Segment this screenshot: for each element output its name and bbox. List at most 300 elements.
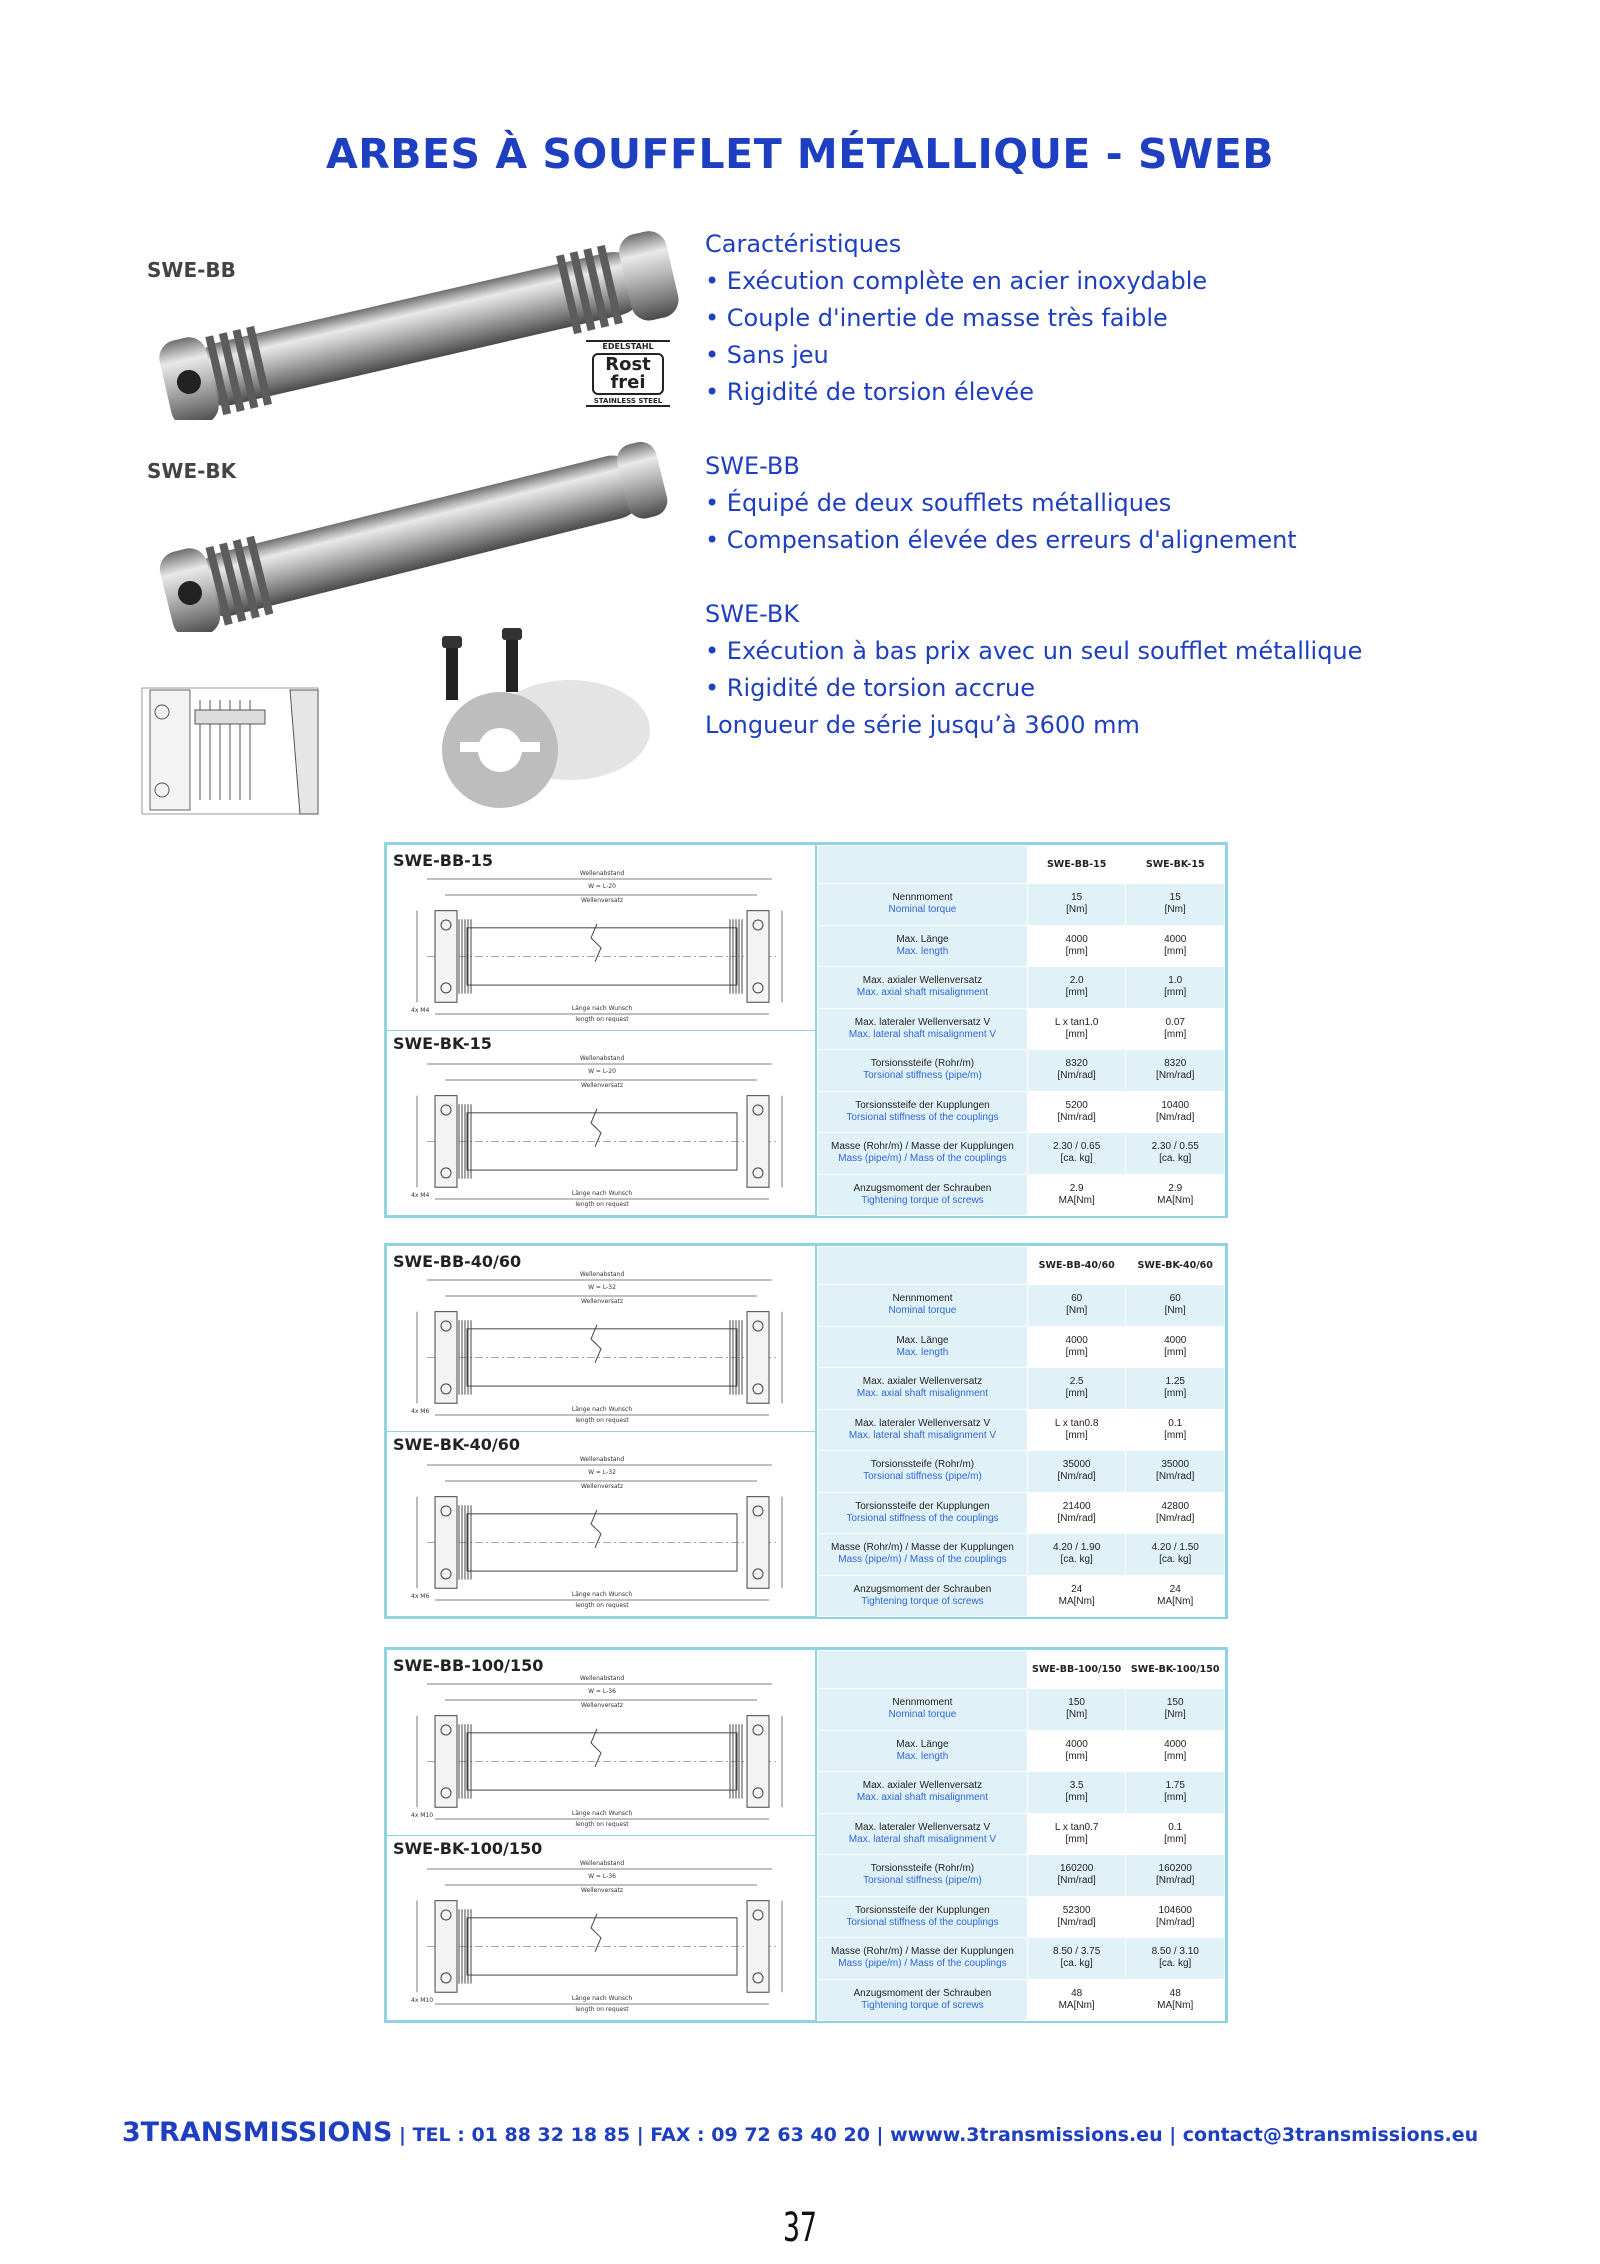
value: 160200 bbox=[1158, 1863, 1192, 1875]
value-cell-bb bbox=[1027, 1050, 1126, 1092]
row-label-de: Max. axialer Wellenversatz bbox=[862, 975, 983, 987]
svg-text:Wellenabstand: Wellenabstand bbox=[579, 1271, 625, 1278]
value-cell-bk bbox=[1126, 1813, 1225, 1855]
value: L x tan0.8 bbox=[1054, 1417, 1099, 1429]
table-row bbox=[818, 1938, 1225, 1980]
svg-text:W = L-20: W = L-20 bbox=[588, 883, 616, 890]
drawing-label-bk: SWE-BK-15 bbox=[393, 1034, 492, 1053]
svg-text:Wellenabstand: Wellenabstand bbox=[579, 1456, 625, 1463]
value-cell-bb bbox=[1027, 1855, 1126, 1897]
value: 5200 bbox=[1065, 1099, 1088, 1111]
value-cell-bb bbox=[1027, 1133, 1126, 1175]
row-label-de: Max. Länge bbox=[896, 933, 949, 945]
value-cell-bk bbox=[1126, 1285, 1225, 1327]
svg-text:4x M4: 4x M4 bbox=[411, 1007, 430, 1014]
drawing-label-bb: SWE-BB-100/150 bbox=[393, 1656, 544, 1675]
unit: [mm] bbox=[1164, 945, 1187, 957]
row-label-de: Anzugsmoment der Schrauben bbox=[853, 1182, 992, 1194]
feature-line: • Rigidité de torsion accrue bbox=[705, 674, 1035, 702]
svg-text:length on request: length on request bbox=[575, 1602, 629, 1609]
dimension-drawings bbox=[387, 845, 817, 1215]
row-label bbox=[818, 1730, 1028, 1772]
product-label-swe-bb: SWE-BB bbox=[147, 258, 236, 282]
row-label-de: Max. lateraler Wellenversatz V bbox=[854, 1821, 991, 1833]
value-cell-bb bbox=[1027, 925, 1126, 967]
bellows-section-drawing bbox=[140, 680, 320, 820]
table-row bbox=[818, 1409, 1225, 1451]
row-label-en: Max. axial shaft misalignment bbox=[856, 987, 989, 999]
drawing-label-bk: SWE-BK-100/150 bbox=[393, 1839, 543, 1858]
value-cell-bb bbox=[1027, 1979, 1126, 2021]
page-number: 37 bbox=[783, 2205, 817, 2251]
drawing-label-bk: SWE-BK-40/60 bbox=[393, 1435, 520, 1454]
table-row bbox=[818, 1326, 1225, 1368]
unit: [Nm] bbox=[1066, 1305, 1088, 1317]
table-row bbox=[818, 1050, 1225, 1092]
bb-drawing bbox=[411, 870, 782, 1023]
svg-text:length on request: length on request bbox=[575, 1417, 629, 1424]
table-row bbox=[818, 967, 1225, 1009]
svg-text:4x M10: 4x M10 bbox=[411, 1997, 434, 2004]
technical-drawing bbox=[387, 1246, 815, 1616]
clamp-hub-illustration bbox=[420, 620, 650, 820]
row-label-de: Anzugsmoment der Schrauben bbox=[853, 1583, 992, 1595]
unit: [ca. kg] bbox=[1159, 1554, 1192, 1566]
svg-text:4x M4: 4x M4 bbox=[411, 1192, 430, 1199]
bk-drawing bbox=[411, 1456, 782, 1609]
unit: [Nm/rad] bbox=[1057, 1875, 1096, 1887]
row-label-en: Nominal torque bbox=[888, 1709, 957, 1721]
row-label bbox=[818, 1451, 1028, 1493]
footer-contact: | TEL : 01 88 32 18 85 | FAX : 09 72 63 40 20 | wwww.3transmissions.eu | contact@3transmissions.eu bbox=[392, 2124, 1479, 2146]
table-row bbox=[818, 1772, 1225, 1814]
value-cell-bb bbox=[1027, 1326, 1126, 1368]
row-label-de: Max. axialer Wellenversatz bbox=[862, 1376, 983, 1388]
unit: [mm] bbox=[1164, 1028, 1187, 1040]
row-label-en: Nominal torque bbox=[888, 1305, 957, 1317]
value-cell-bb bbox=[1027, 1730, 1126, 1772]
value: 35000 bbox=[1062, 1459, 1091, 1471]
feature-line: • Compensation élevée des erreurs d'alignement bbox=[705, 526, 1297, 554]
value-cell-bk bbox=[1126, 1772, 1225, 1814]
value-cell-bk bbox=[1126, 1855, 1225, 1897]
value-cell-bb bbox=[1027, 1451, 1126, 1493]
row-label bbox=[818, 884, 1028, 926]
table-row bbox=[818, 1855, 1225, 1897]
value-cell-bk bbox=[1126, 1451, 1225, 1493]
unit: MA[Nm] bbox=[1157, 1595, 1194, 1607]
table-corner bbox=[818, 846, 1028, 884]
row-label-en: Nominal torque bbox=[888, 904, 957, 916]
unit: [Nm] bbox=[1066, 904, 1088, 916]
unit: [ca. kg] bbox=[1159, 1153, 1192, 1165]
svg-text:Wellenversatz: Wellenversatz bbox=[580, 1298, 624, 1305]
value: 3.5 bbox=[1069, 1780, 1084, 1792]
value: 1.75 bbox=[1165, 1780, 1185, 1792]
drawing-label-bb: SWE-BB-40/60 bbox=[393, 1252, 522, 1271]
unit: [mm] bbox=[1065, 1792, 1088, 1804]
value-cell-bk bbox=[1126, 1409, 1225, 1451]
unit: [Nm/rad] bbox=[1156, 1070, 1195, 1082]
table-row bbox=[818, 1575, 1225, 1617]
svg-text:Länge nach Wunsch: Länge nach Wunsch bbox=[571, 1810, 633, 1817]
spec-table bbox=[817, 1650, 1225, 2021]
drawing-label-bb: SWE-BB-15 bbox=[393, 851, 494, 870]
row-label-en: Tightening torque of screws bbox=[861, 1595, 984, 1607]
unit: [ca. kg] bbox=[1159, 1958, 1192, 1970]
value: 4000 bbox=[1065, 1738, 1088, 1750]
value-cell-bk bbox=[1126, 1050, 1225, 1092]
value-cell-bk bbox=[1126, 1575, 1225, 1617]
unit: [mm] bbox=[1164, 1346, 1187, 1358]
unit: [ca. kg] bbox=[1060, 1554, 1093, 1566]
value-cell-bk bbox=[1126, 1534, 1225, 1576]
value-cell-bk bbox=[1126, 1008, 1225, 1050]
value-cell-bk bbox=[1126, 1979, 1225, 2021]
row-label-de: Anzugsmoment der Schrauben bbox=[853, 1987, 992, 1999]
table-row bbox=[818, 1285, 1225, 1327]
row-label-de: Nennmoment bbox=[892, 1293, 953, 1305]
unit: [mm] bbox=[1065, 987, 1088, 999]
value: 8320 bbox=[1164, 1058, 1187, 1070]
row-label-de: Max. lateraler Wellenversatz V bbox=[854, 1417, 991, 1429]
row-label bbox=[818, 1534, 1028, 1576]
feature-line: • Équipé de deux soufflets métalliques bbox=[705, 489, 1172, 517]
bk-drawing bbox=[411, 1860, 782, 2013]
row-label bbox=[818, 1133, 1028, 1175]
svg-text:Wellenabstand: Wellenabstand bbox=[579, 870, 625, 877]
svg-text:4x M10: 4x M10 bbox=[411, 1812, 434, 1819]
value-cell-bk bbox=[1126, 1091, 1225, 1133]
row-label-de: Torsionssteife (Rohr/m) bbox=[870, 1863, 975, 1875]
row-label bbox=[818, 1368, 1028, 1410]
features-list bbox=[705, 226, 1363, 744]
unit: [Nm/rad] bbox=[1057, 1070, 1096, 1082]
dimension-drawings bbox=[387, 1650, 817, 2020]
dimension-drawings bbox=[387, 1246, 817, 1616]
table-row bbox=[818, 884, 1225, 926]
unit: [Nm] bbox=[1066, 1709, 1088, 1721]
svg-text:4x M6: 4x M6 bbox=[411, 1593, 430, 1600]
value: 48 bbox=[1169, 1987, 1181, 1999]
value: L x tan0.7 bbox=[1054, 1821, 1099, 1833]
row-label-en: Torsional stiffness (pipe/m) bbox=[863, 1471, 982, 1483]
row-label bbox=[818, 1979, 1028, 2021]
value: 0.1 bbox=[1168, 1821, 1183, 1833]
svg-text:W = L-36: W = L-36 bbox=[588, 1873, 616, 1880]
feature-line: • Rigidité de torsion élevée bbox=[705, 378, 1034, 406]
value: 15 bbox=[1169, 892, 1181, 904]
row-label-de: Torsionssteife der Kupplungen bbox=[855, 1904, 990, 1916]
row-label-en: Max. length bbox=[896, 1750, 949, 1762]
row-label-de: Masse (Rohr/m) / Masse der Kupplungen bbox=[831, 1946, 1014, 1958]
row-label bbox=[818, 1575, 1028, 1617]
table-row bbox=[818, 1008, 1225, 1050]
svg-text:Wellenabstand: Wellenabstand bbox=[579, 1860, 625, 1867]
value: 8320 bbox=[1065, 1058, 1088, 1070]
technical-drawing bbox=[387, 1650, 815, 2020]
value: L x tan1.0 bbox=[1054, 1016, 1099, 1028]
row-label-de: Max. axialer Wellenversatz bbox=[862, 1780, 983, 1792]
value: 4000 bbox=[1065, 1334, 1088, 1346]
value-cell-bb bbox=[1027, 1772, 1126, 1814]
row-label-de: Nennmoment bbox=[892, 892, 953, 904]
value: 15 bbox=[1071, 892, 1083, 904]
table-corner bbox=[818, 1651, 1028, 1689]
unit: [Nm/rad] bbox=[1156, 1916, 1195, 1928]
value: 4000 bbox=[1164, 1334, 1187, 1346]
svg-text:W = L-20: W = L-20 bbox=[588, 1068, 616, 1075]
table-row bbox=[818, 925, 1225, 967]
unit: [Nm/rad] bbox=[1156, 1875, 1195, 1887]
value-cell-bb bbox=[1027, 884, 1126, 926]
value: 4000 bbox=[1065, 933, 1088, 945]
value-cell-bb bbox=[1027, 1689, 1126, 1731]
stainless-badge: EDELSTAHL Rost frei STAINLESS STEEL bbox=[586, 340, 670, 420]
value: 2.30 / 0.55 bbox=[1151, 1141, 1199, 1153]
unit: MA[Nm] bbox=[1058, 1999, 1095, 2011]
svg-text:Wellenversatz: Wellenversatz bbox=[580, 1887, 624, 1894]
value: 4000 bbox=[1164, 933, 1187, 945]
unit: [Nm] bbox=[1164, 1305, 1186, 1317]
row-label-de: Torsionssteife (Rohr/m) bbox=[870, 1459, 975, 1471]
row-label-en: Max. axial shaft misalignment bbox=[856, 1792, 989, 1804]
row-label bbox=[818, 1050, 1028, 1092]
unit: [Nm/rad] bbox=[1156, 1471, 1195, 1483]
bk-drawing bbox=[411, 1055, 782, 1208]
column-header: SWE-BK-15 bbox=[1126, 846, 1225, 884]
row-label-en: Max. axial shaft misalignment bbox=[856, 1388, 989, 1400]
unit: [Nm/rad] bbox=[1057, 1512, 1096, 1524]
value-cell-bb bbox=[1027, 1534, 1126, 1576]
unit: [Nm/rad] bbox=[1057, 1471, 1096, 1483]
svg-text:Wellenabstand: Wellenabstand bbox=[579, 1055, 625, 1062]
table-row bbox=[818, 1534, 1225, 1576]
row-label bbox=[818, 1326, 1028, 1368]
bb-drawing bbox=[411, 1675, 782, 1828]
value: 24 bbox=[1169, 1583, 1181, 1595]
value: 1.0 bbox=[1168, 975, 1183, 987]
svg-text:W = L-32: W = L-32 bbox=[588, 1469, 616, 1476]
svg-text:length on request: length on request bbox=[575, 2006, 629, 2013]
row-label-de: Nennmoment bbox=[892, 1697, 953, 1709]
unit: [Nm/rad] bbox=[1057, 1916, 1096, 1928]
spec-table bbox=[817, 845, 1225, 1216]
svg-text:length on request: length on request bbox=[575, 1201, 629, 1208]
product-label-swe-bk: SWE-BK bbox=[147, 459, 237, 483]
value-cell-bb bbox=[1027, 1285, 1126, 1327]
row-label-en: Mass (pipe/m) / Mass of the couplings bbox=[838, 1958, 1007, 1970]
value: 4.20 / 1.90 bbox=[1053, 1542, 1101, 1554]
feature-line: SWE-BB bbox=[705, 452, 800, 480]
row-label-en: Torsional stiffness (pipe/m) bbox=[863, 1070, 982, 1082]
value-cell-bk bbox=[1126, 967, 1225, 1009]
unit: [Nm] bbox=[1164, 1709, 1186, 1721]
row-label bbox=[818, 1174, 1028, 1216]
value-cell-bk bbox=[1126, 1492, 1225, 1534]
value-cell-bb bbox=[1027, 1813, 1126, 1855]
value-cell-bb bbox=[1027, 1008, 1126, 1050]
value: 2.5 bbox=[1069, 1376, 1084, 1388]
unit: [ca. kg] bbox=[1060, 1958, 1093, 1970]
table-row bbox=[818, 1813, 1225, 1855]
value: 48 bbox=[1071, 1987, 1083, 1999]
table-row bbox=[818, 1451, 1225, 1493]
unit: [mm] bbox=[1065, 1028, 1088, 1040]
value-cell-bk bbox=[1126, 1368, 1225, 1410]
unit: [Nm] bbox=[1164, 904, 1186, 916]
row-label-de: Torsionssteife der Kupplungen bbox=[855, 1500, 990, 1512]
feature-line: Longueur de série jusqu’à 3600 mm bbox=[705, 711, 1140, 739]
technical-drawing bbox=[387, 845, 815, 1215]
value-cell-bk bbox=[1126, 1326, 1225, 1368]
column-header: SWE-BB-15 bbox=[1027, 846, 1126, 884]
value-cell-bb bbox=[1027, 967, 1126, 1009]
value: 2.9 bbox=[1168, 1182, 1183, 1194]
value: 1.25 bbox=[1165, 1376, 1185, 1388]
footer-brand: 3TRANSMISSIONS bbox=[121, 2117, 393, 2148]
value: 60 bbox=[1071, 1293, 1083, 1305]
value: 60 bbox=[1169, 1293, 1181, 1305]
row-label-de: Torsionssteife der Kupplungen bbox=[855, 1099, 990, 1111]
row-label bbox=[818, 1896, 1028, 1938]
column-header: SWE-BB-40/60 bbox=[1027, 1247, 1126, 1285]
value-cell-bb bbox=[1027, 1409, 1126, 1451]
column-header: SWE-BK-100/150 bbox=[1126, 1651, 1225, 1689]
row-label-de: Torsionssteife (Rohr/m) bbox=[870, 1058, 975, 1070]
value-cell-bb bbox=[1027, 1575, 1126, 1617]
value-cell-bb bbox=[1027, 1174, 1126, 1216]
column-header: SWE-BB-100/150 bbox=[1027, 1651, 1126, 1689]
svg-text:Wellenversatz: Wellenversatz bbox=[580, 1483, 624, 1490]
unit: [mm] bbox=[1164, 1429, 1187, 1441]
value: 24 bbox=[1071, 1583, 1083, 1595]
unit: [mm] bbox=[1164, 1750, 1187, 1762]
value: 2.30 / 0.65 bbox=[1053, 1141, 1101, 1153]
table-row bbox=[818, 1689, 1225, 1731]
row-label-de: Masse (Rohr/m) / Masse der Kupplungen bbox=[831, 1141, 1014, 1153]
value: 42800 bbox=[1161, 1500, 1190, 1512]
row-label-de: Max. Länge bbox=[896, 1738, 949, 1750]
row-label bbox=[818, 1285, 1028, 1327]
unit: [mm] bbox=[1164, 987, 1187, 999]
row-label bbox=[818, 967, 1028, 1009]
row-label-en: Max. length bbox=[896, 1346, 949, 1358]
svg-text:Wellenabstand: Wellenabstand bbox=[579, 1675, 625, 1682]
value-cell-bk bbox=[1126, 884, 1225, 926]
unit: [mm] bbox=[1164, 1833, 1187, 1845]
value: 0.1 bbox=[1168, 1417, 1183, 1429]
value-cell-bk bbox=[1126, 925, 1225, 967]
unit: MA[Nm] bbox=[1058, 1595, 1095, 1607]
unit: [Nm/rad] bbox=[1156, 1111, 1195, 1123]
table-row bbox=[818, 1492, 1225, 1534]
row-label-en: Tightening torque of screws bbox=[861, 1999, 984, 2011]
value-cell-bk bbox=[1126, 1938, 1225, 1980]
svg-text:4x M6: 4x M6 bbox=[411, 1408, 430, 1415]
spec-table bbox=[817, 1246, 1225, 1617]
svg-text:Länge nach Wunsch: Länge nach Wunsch bbox=[571, 1406, 633, 1413]
value-cell-bb bbox=[1027, 1938, 1126, 1980]
value: 4.20 / 1.50 bbox=[1151, 1542, 1199, 1554]
feature-line: • Exécution complète en acier inoxydable bbox=[705, 267, 1208, 295]
row-label bbox=[818, 1938, 1028, 1980]
row-label bbox=[818, 1813, 1028, 1855]
unit: [mm] bbox=[1065, 945, 1088, 957]
table-row bbox=[818, 1091, 1225, 1133]
row-label bbox=[818, 925, 1028, 967]
svg-text:Länge nach Wunsch: Länge nach Wunsch bbox=[571, 1995, 633, 2002]
value: 10400 bbox=[1161, 1099, 1190, 1111]
value-cell-bb bbox=[1027, 1896, 1126, 1938]
table-row bbox=[818, 1174, 1225, 1216]
row-label-en: Torsional stiffness (pipe/m) bbox=[863, 1875, 982, 1887]
feature-line: • Couple d'inertie de masse très faible bbox=[705, 304, 1168, 332]
row-label bbox=[818, 1091, 1028, 1133]
footer bbox=[0, 2117, 1600, 2148]
value-cell-bk bbox=[1126, 1133, 1225, 1175]
row-label bbox=[818, 1409, 1028, 1451]
unit: [Nm/rad] bbox=[1057, 1111, 1096, 1123]
unit: [mm] bbox=[1065, 1833, 1088, 1845]
row-label-en: Torsional stiffness of the couplings bbox=[846, 1916, 999, 1928]
row-label-de: Masse (Rohr/m) / Masse der Kupplungen bbox=[831, 1542, 1014, 1554]
unit: MA[Nm] bbox=[1058, 1194, 1095, 1206]
table-row bbox=[818, 1979, 1225, 2021]
value: 8.50 / 3.10 bbox=[1151, 1946, 1199, 1958]
svg-text:Wellenversatz: Wellenversatz bbox=[580, 1082, 624, 1089]
table-row bbox=[818, 1730, 1225, 1772]
row-label bbox=[818, 1855, 1028, 1897]
row-label bbox=[818, 1772, 1028, 1814]
value: 52300 bbox=[1062, 1904, 1091, 1916]
spec-panel bbox=[384, 842, 1228, 1218]
value-cell-bk bbox=[1126, 1896, 1225, 1938]
spec-panel bbox=[384, 1647, 1228, 2023]
table-row bbox=[818, 1133, 1225, 1175]
bb-drawing bbox=[411, 1271, 782, 1424]
value-cell-bb bbox=[1027, 1368, 1126, 1410]
row-label bbox=[818, 1008, 1028, 1050]
row-label-en: Mass (pipe/m) / Mass of the couplings bbox=[838, 1153, 1007, 1165]
unit: [mm] bbox=[1164, 1388, 1187, 1400]
row-label-en: Max. lateral shaft misalignment V bbox=[848, 1028, 997, 1040]
value: 35000 bbox=[1161, 1459, 1190, 1471]
feature-line: • Exécution à bas prix avec un seul soufflet métallique bbox=[705, 637, 1363, 665]
feature-spacer bbox=[705, 559, 1345, 596]
svg-text:Länge nach Wunsch: Länge nach Wunsch bbox=[571, 1005, 633, 1012]
value: 0.07 bbox=[1165, 1016, 1185, 1028]
feature-line: SWE-BK bbox=[705, 600, 800, 628]
value-cell-bk bbox=[1126, 1689, 1225, 1731]
row-label-de: Max. lateraler Wellenversatz V bbox=[854, 1016, 991, 1028]
value: 160200 bbox=[1059, 1863, 1094, 1875]
value-cell-bk bbox=[1126, 1730, 1225, 1772]
value: 104600 bbox=[1158, 1904, 1192, 1916]
row-label-en: Tightening torque of screws bbox=[861, 1194, 984, 1206]
row-label-en: Max. length bbox=[896, 945, 949, 957]
value-cell-bb bbox=[1027, 1492, 1126, 1534]
unit: MA[Nm] bbox=[1157, 1194, 1194, 1206]
value: 150 bbox=[1166, 1697, 1184, 1709]
svg-text:length on request: length on request bbox=[575, 1821, 629, 1828]
row-label-de: Max. Länge bbox=[896, 1334, 949, 1346]
svg-text:W = L-32: W = L-32 bbox=[588, 1284, 616, 1291]
unit: MA[Nm] bbox=[1157, 1999, 1194, 2011]
unit: [mm] bbox=[1065, 1388, 1088, 1400]
svg-text:length on request: length on request bbox=[575, 1016, 629, 1023]
table-corner bbox=[818, 1247, 1028, 1285]
